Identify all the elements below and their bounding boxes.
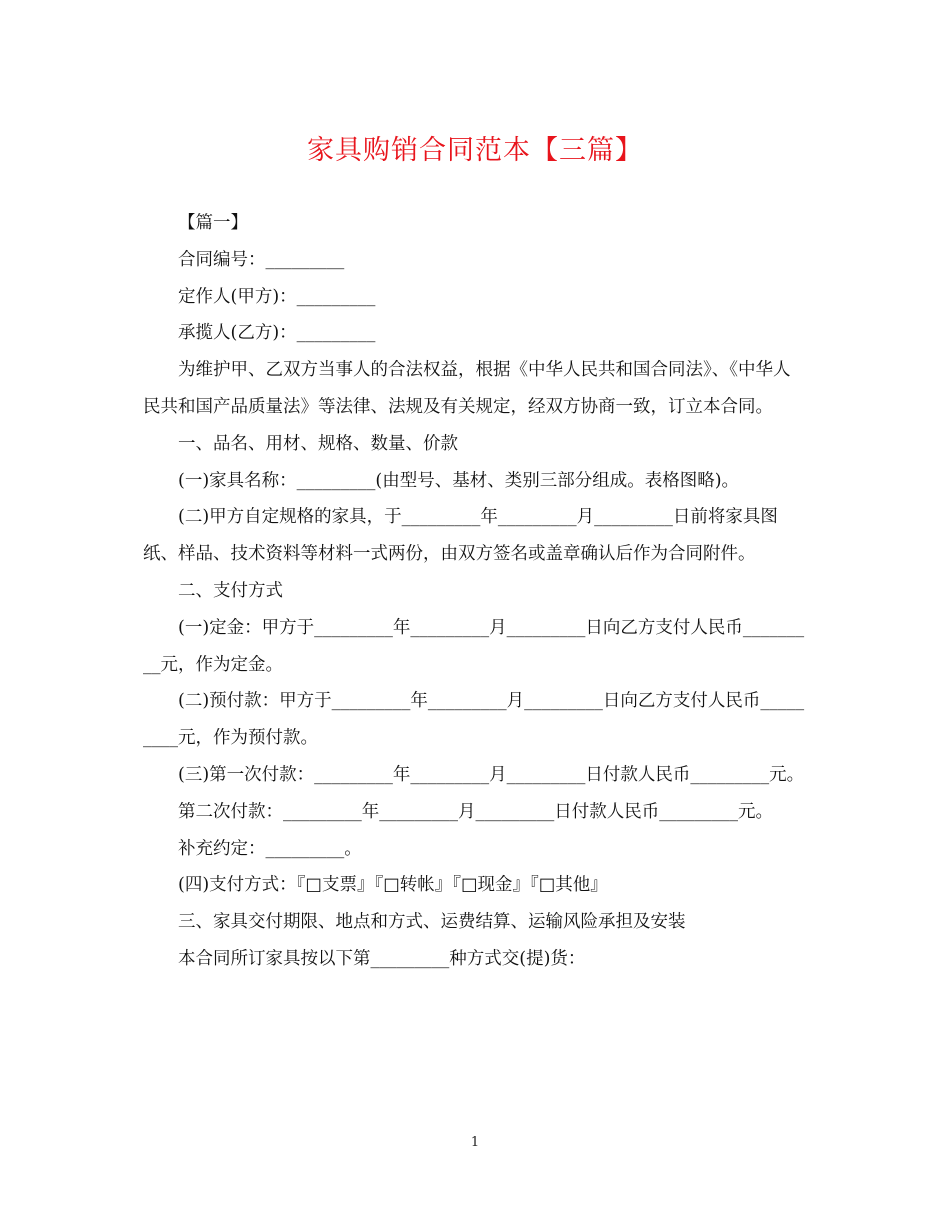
clause-item: (二)预付款：甲方于_________年_________月_________日向乙方支付人民币_________元，作为预付款。 (143, 691, 805, 749)
party-a-line: 定作人(甲方)：_________ (178, 286, 376, 307)
contract-number-line: 合同编号：_________ (178, 249, 345, 270)
preamble-paragraph: 为维护甲、乙双方当事人的合法权益，根据《中华人民共和国合同法》、《中华人民共和国产品质量法》等法律、法规及有关规定，经双方协商一致，订立本合同。 (143, 360, 791, 417)
document-title: 家具购销合同范本【三篇】 (307, 135, 643, 166)
page-number: 1 (470, 1135, 480, 1150)
clause-item: 补充约定：_________。 (178, 838, 362, 859)
clause-item: (二)甲方自定规格的家具，于_________年_________月_________日前将家具图纸、样品、技术资料等材料一式两份，由双方签名或盖章确认后作为合同附件。 (143, 507, 778, 565)
clause-item: 本合同所订家具按以下第_________种方式交(提)货： (178, 948, 586, 969)
document-body (143, 205, 806, 978)
clause-item: 第二次付款：_________年_________月_________日付款人民币_________元。 (178, 801, 773, 822)
clause-heading: 二、支付方式 (178, 580, 283, 601)
clause-heading: 一、品名、用材、规格、数量、价款 (178, 433, 458, 454)
clause-item: (四)支付方式：『□支票』『□转帐』『□现金』『□其他』 (178, 875, 608, 896)
clause-item: (三)第一次付款：_________年_________月_________日付款人民币_________元。 (178, 764, 805, 785)
party-b-line: 承揽人(乙方)：_________ (178, 323, 376, 344)
clause-item: (一)家具名称：_________(由型号、基材、类别三部分组成。表格图略)。 (178, 470, 740, 491)
clause-item: (一)定金：甲方于_________年_________月_________日向乙方支付人民币_________元，作为定金。 (143, 617, 805, 675)
clause-heading: 三、家具交付期限、地点和方式、运费结算、运输风险承担及安装 (178, 912, 686, 933)
section-heading: 【篇一】 (178, 213, 248, 233)
